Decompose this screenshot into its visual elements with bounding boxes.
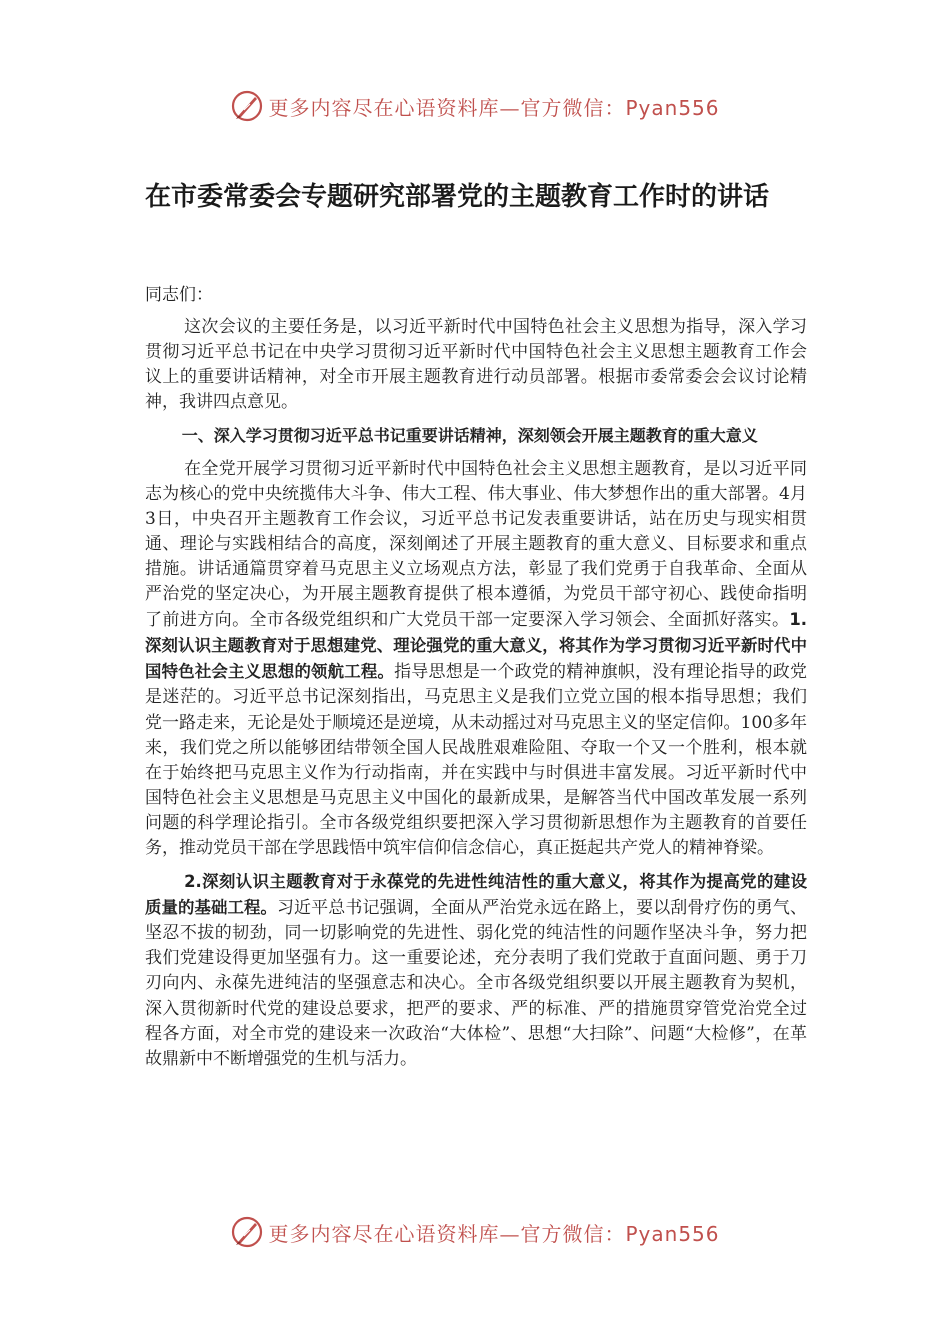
- section-1-text: 在全党开展学习贯彻习近平新时代中国特色社会主义思想主题教育，是以习近平同志为核心的党中央统揽伟大斗争、伟大工程、伟大事业、伟大梦想作出的重大部署。4月3日，中央召开主题教育工作会议，习近平总书记发表重要讲话，站在历史与现实相贯通、理论与实践相结合的高度，深刻阐述了开展主题教育的重大意义、目标要求和重点措施。讲话通篇贯穿着马克思主义立场观点方法，彰显了我们党勇于自我革命、全面从严治党的坚定决心，为开展主题教育提供了根本遵循，为党员干部守初心、践使命指明了前进方向。全市各级党组织和广大党员干部一定要深入学习领会、全面抓好落实。: [145, 458, 807, 631]
- watermark-text: [268, 1218, 719, 1247]
- watermark-banner-bottom: [0, 1210, 950, 1254]
- wechat-id: Pyan556: [625, 1221, 720, 1246]
- document-title: 在市委常委会专题研究部署党的主题教育工作时的讲话: [145, 182, 770, 212]
- point-1-text: 指导思想是一个政党的精神旗帜，没有理论指导的政党是迷茫的。习近平总书记深刻指出，马克思主义是我们立党立国的根本指导思想；我们党一路走来，无论是处于顺境还是逆境，从未动摇过对马克思主义的坚定信仰。100多年来，我们党之所以能够团结带领全国人民战胜艰难险阻、夺取一个又一个胜利，根本就在于始终把马克思主义作为行动指南，并在实践中与时俱进丰富发展。习近平新时代中国特色社会主义思想是马克思主义中国化的最新成果，是解答当代中国改革发展一系列问题的科学理论指引。全市各级党组织要把深入学习贯彻新思想作为主题教育的首要任务，推动党员干部在学思践悟中筑牢信仰信念信心，真正挺起共产党人的精神脊梁。: [145, 662, 808, 858]
- document-body: [145, 283, 807, 1080]
- pen-quill-icon: [230, 1215, 264, 1249]
- watermark-main-text: 更多内容尽在心语资料库—官方微信：: [268, 1221, 626, 1246]
- greeting: 同志们：: [145, 285, 213, 305]
- section-1-paragraph: [145, 457, 807, 862]
- wechat-id: Pyan556: [625, 95, 720, 120]
- point-1-heading: 1.深刻认识主题教育对于思想建党、理论强党的重大意义，将其作为学习贯彻习近平新时代中国特色社会主义思想的领航工程。: [145, 610, 807, 682]
- section-heading-1: 一、深入学习贯彻习近平总书记重要讲话精神，深刻领会开展主题教育的重大意义: [181, 426, 758, 446]
- intro-paragraph: 这次会议的主要任务是，以习近平新时代中国特色社会主义思想为指导，深入学习贯彻习近平总书记在中央学习贯彻习近平新时代中国特色社会主义思想主题教育工作会议上的重要讲话精神，对全市开展主题教育进行动员部署。根据市委常委会会议讨论精神，我讲四点意见。: [145, 317, 807, 413]
- watermark-text: [268, 92, 719, 121]
- pen-quill-icon: [230, 89, 264, 123]
- watermark-banner-top: [0, 84, 950, 128]
- point-2-heading: 2.深刻认识主题教育对于永葆党的先进性纯洁性的重大意义，将其作为提高党的建设质量的基础工程。: [145, 872, 807, 918]
- point-2-text: 习近平总书记强调，全面从严治党永远在路上，要以刮骨疗伤的勇气、坚忍不拔的韧劲，同一切影响党的先进性、弱化党的纯洁性的问题作坚决斗争，努力把我们党建设得更加坚强有力。这一重要论述，充分表明了我们党敢于直面问题、勇于刀刃向内、永葆先进纯洁的坚强意志和决心。全市各级党组织要以开展主题教育为契机，深入贯彻新时代党的建设总要求，把严的要求、严的标准、严的措施贯穿管党治党全过程各方面，对全市党的建设来一次政治“大体检”、思想“大扫除”、问题“大检修”，在革故鼎新中不断增强党的生机与活力。: [145, 898, 808, 1069]
- watermark-main-text: 更多内容尽在心语资料库—官方微信：: [268, 95, 626, 120]
- point-2-paragraph: [145, 869, 807, 1072]
